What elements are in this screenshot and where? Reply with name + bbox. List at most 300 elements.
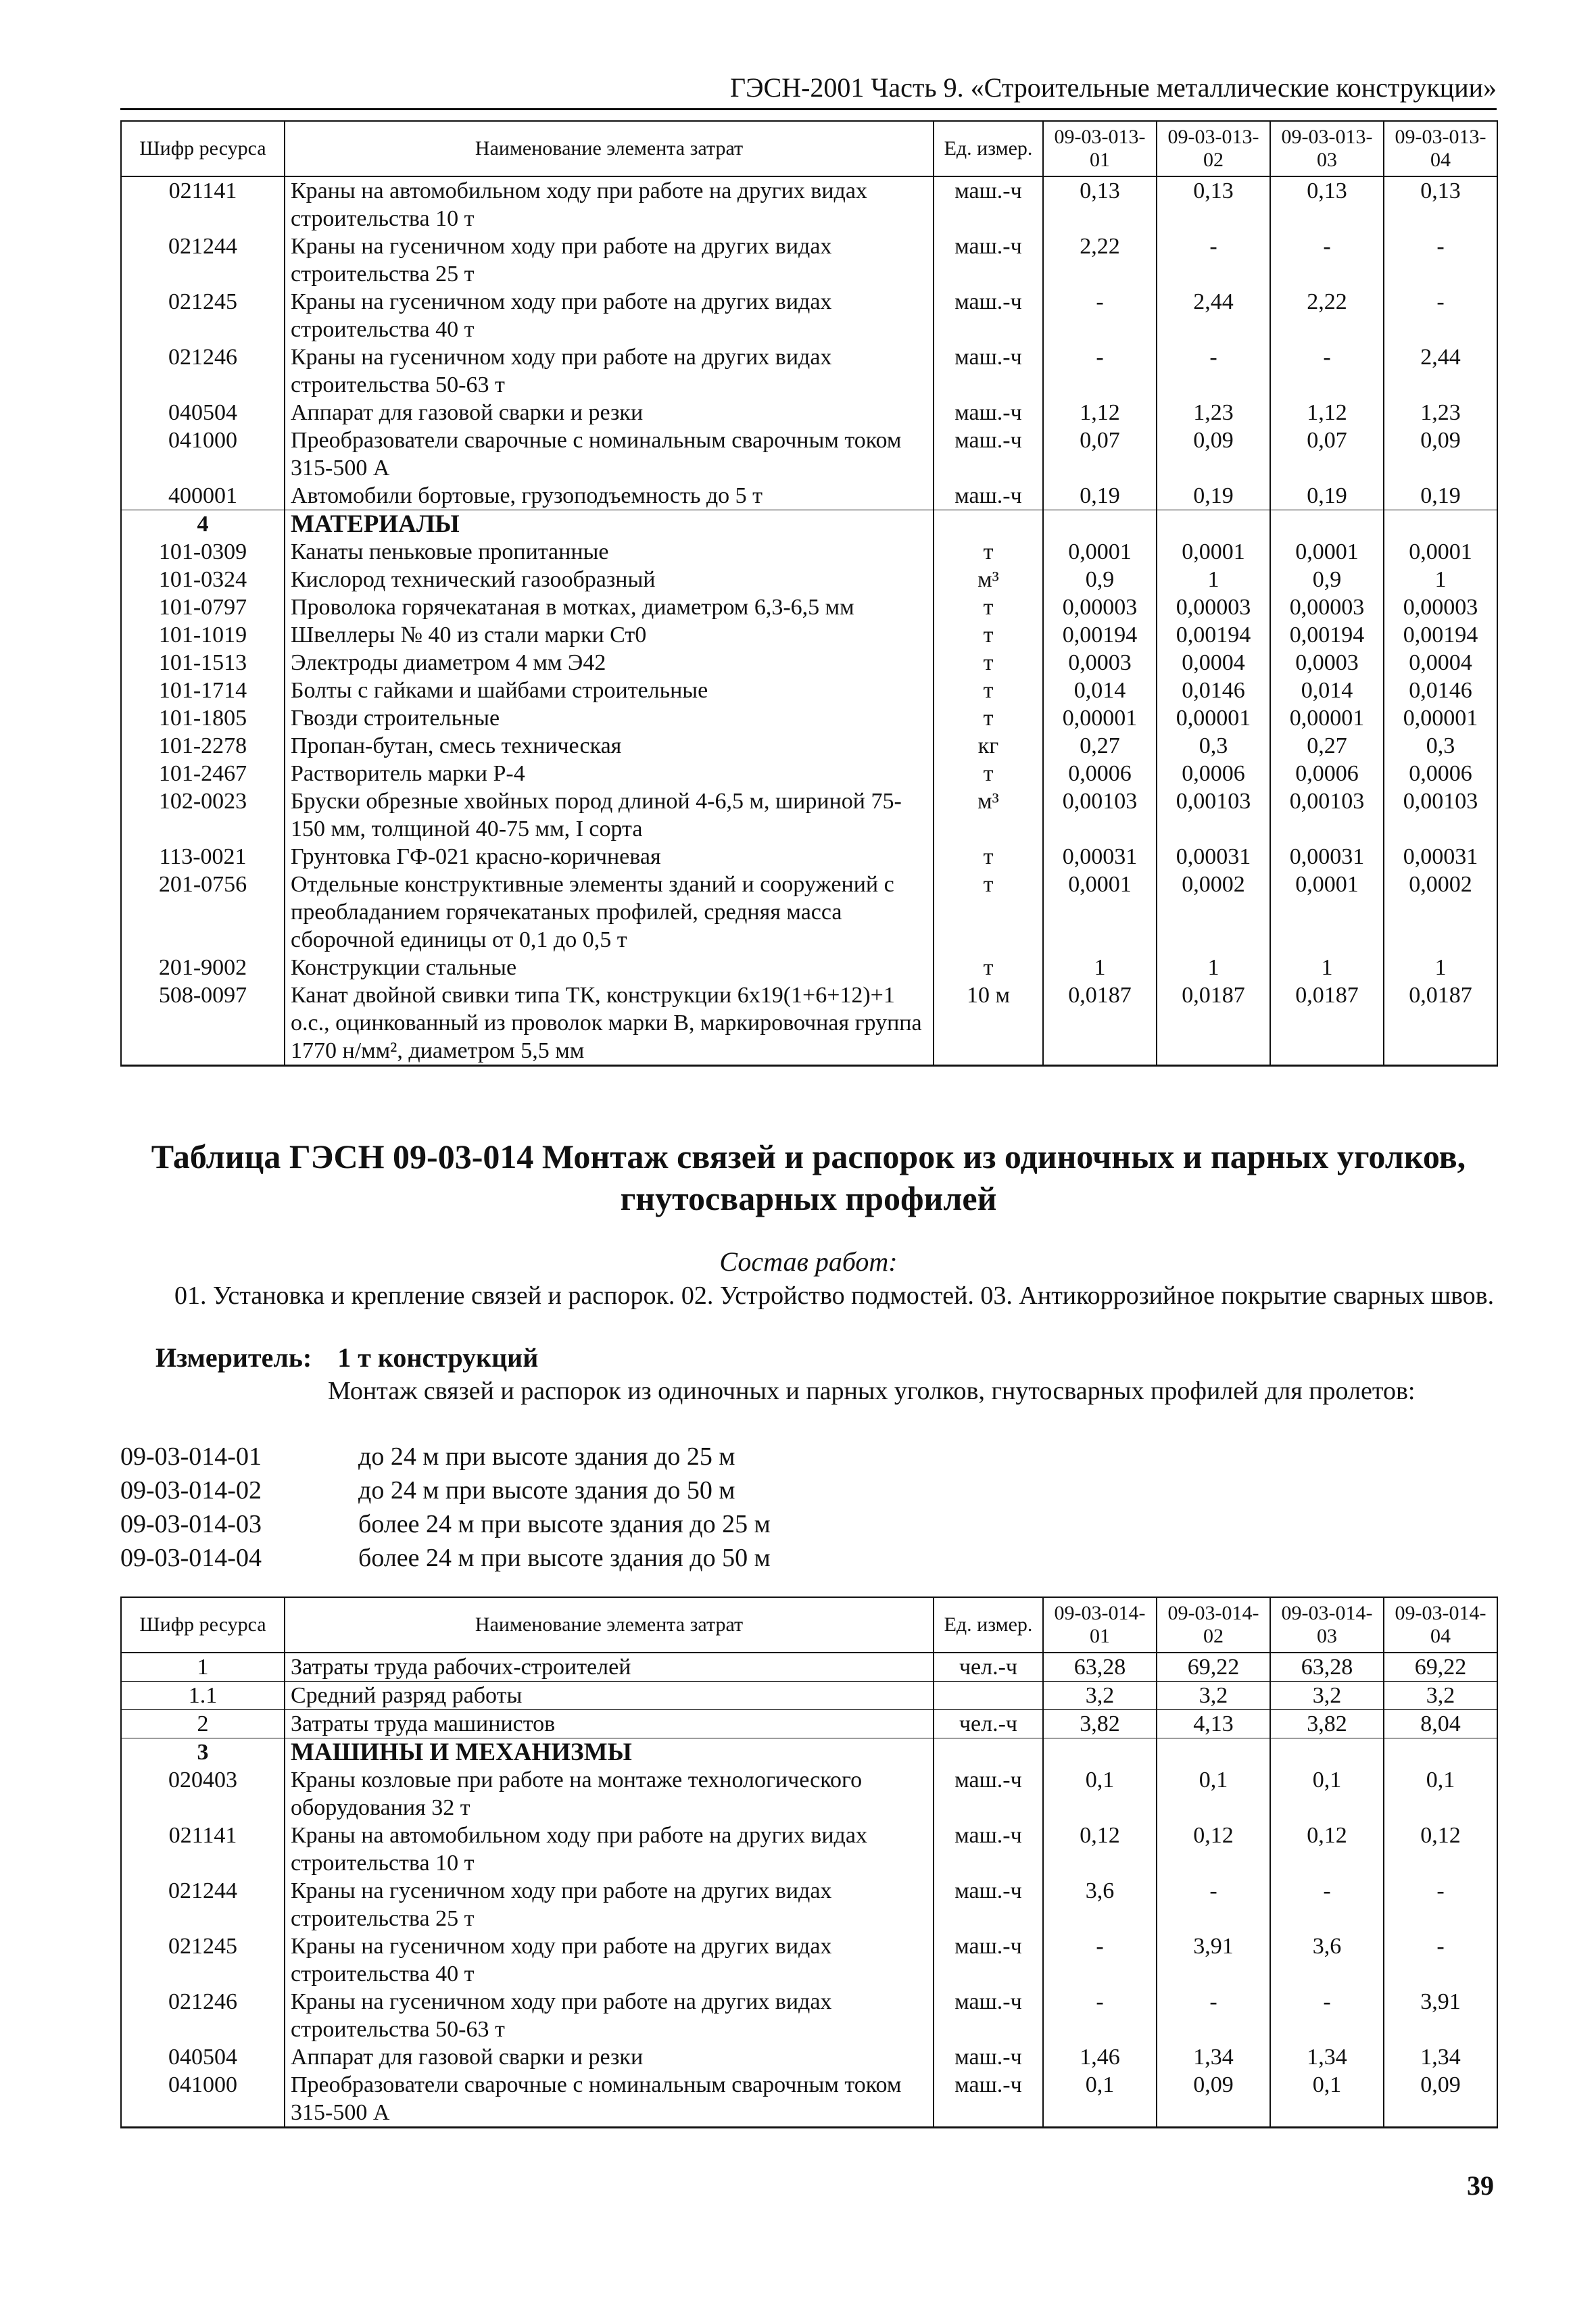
value-cell: 0,014 — [1270, 677, 1384, 704]
value-cell: 0,00194 — [1157, 621, 1270, 649]
value-cell: 4,13 — [1157, 1710, 1270, 1738]
value-cell: 3,2 — [1384, 1682, 1497, 1710]
col-header-variant-2: 09-03-013-02 — [1157, 121, 1270, 176]
value-cell: 0,1 — [1043, 2071, 1157, 2128]
value-cell: 63,28 — [1043, 1653, 1157, 1682]
resource-name: Краны на автомобильном ходу при работе на других видах строительства 10 т — [285, 176, 934, 233]
variant-text: более 24 м при высоте здания до 25 м — [358, 1510, 771, 1538]
resource-name: МАШИНЫ И МЕХАНИЗМЫ — [285, 1738, 934, 1767]
variant-text: до 24 м при высоте здания до 25 м — [358, 1442, 735, 1471]
value-cell: 0,13 — [1384, 176, 1497, 233]
resource-name: Швеллеры № 40 из стали марки Ст0 — [285, 621, 934, 649]
value-cell — [1043, 510, 1157, 539]
unit-cell: чел.-ч — [934, 1653, 1043, 1682]
value-cell: 0,00001 — [1384, 704, 1497, 732]
value-cell: - — [1043, 288, 1157, 343]
resource-code: 021141 — [121, 1822, 285, 1877]
resource-name: Канаты пеньковые пропитанные — [285, 538, 934, 566]
resource-name: Электроды диаметром 4 мм Э42 — [285, 649, 934, 677]
value-cell: 0,0002 — [1157, 871, 1270, 954]
value-cell: 0,014 — [1043, 677, 1157, 704]
resource-name: Краны на гусеничном ходу при работе на других видах строительства 40 т — [285, 1932, 934, 1988]
table-header-row — [121, 121, 1497, 176]
table-row — [121, 760, 1497, 787]
value-cell: 3,2 — [1270, 1682, 1384, 1710]
value-cell — [1270, 510, 1384, 539]
table-row — [121, 981, 1497, 1066]
value-cell: 1 — [1157, 954, 1270, 981]
table-row — [121, 427, 1497, 482]
table-header-row — [121, 1597, 1497, 1653]
unit-cell: маш.-ч — [934, 427, 1043, 482]
value-cell: 0,1 — [1157, 1766, 1270, 1822]
value-cell: 0,3 — [1384, 732, 1497, 760]
unit-cell: маш.-ч — [934, 482, 1043, 510]
resource-code: 041000 — [121, 427, 285, 482]
resource-code: 201-0756 — [121, 871, 285, 954]
value-cell: 0,0006 — [1384, 760, 1497, 787]
unit-cell: маш.-ч — [934, 233, 1043, 288]
table-row — [121, 593, 1497, 621]
value-cell: - — [1157, 233, 1270, 288]
table-row — [121, 954, 1497, 981]
resource-table-013 — [120, 120, 1498, 1067]
value-cell: 0,12 — [1043, 1822, 1157, 1877]
value-cell: 0,00194 — [1270, 621, 1384, 649]
resource-name: Кислород технический газообразный — [285, 566, 934, 593]
resource-code: 400001 — [121, 482, 285, 510]
resource-table-014 — [120, 1597, 1498, 2128]
page-number: 39 — [1467, 2170, 1494, 2201]
value-cell: 0,00031 — [1384, 843, 1497, 871]
table-row — [121, 1710, 1497, 1738]
value-cell: 0,19 — [1270, 482, 1384, 510]
value-cell: 0,0003 — [1043, 649, 1157, 677]
variant-item — [120, 1541, 771, 1575]
value-cell: 0,00003 — [1270, 593, 1384, 621]
col-header-variant-1: 09-03-014-01 — [1043, 1597, 1157, 1653]
resource-code: 021245 — [121, 288, 285, 343]
value-cell: 3,91 — [1384, 1988, 1497, 2043]
unit-cell: маш.-ч — [934, 1822, 1043, 1877]
resource-name: Конструкции стальные — [285, 954, 934, 981]
value-cell: 1 — [1384, 566, 1497, 593]
variant-text: более 24 м при высоте здания до 50 м — [358, 1544, 771, 1572]
table-body — [121, 176, 1497, 1066]
value-cell: 0,0004 — [1384, 649, 1497, 677]
resource-name: Затраты труда машинистов — [285, 1710, 934, 1738]
col-header-variant-2: 09-03-014-02 — [1157, 1597, 1270, 1653]
value-cell: 8,04 — [1384, 1710, 1497, 1738]
value-cell: 0,07 — [1270, 427, 1384, 482]
unit-cell: маш.-ч — [934, 1766, 1043, 1822]
col-header-variant-4: 09-03-013-04 — [1384, 121, 1497, 176]
col-header-variant-3: 09-03-013-03 — [1270, 121, 1384, 176]
value-cell: 0,00001 — [1043, 704, 1157, 732]
value-cell: - — [1270, 1877, 1384, 1932]
variant-code: 09-03-014-03 — [120, 1510, 262, 1538]
table-row — [121, 732, 1497, 760]
table-row — [121, 2071, 1497, 2128]
resource-name: Автомобили бортовые, грузоподъемность до 5 т — [285, 482, 934, 510]
value-cell: 0,12 — [1384, 1822, 1497, 1877]
resource-name: Болты с гайками и шайбами строительные — [285, 677, 934, 704]
variant-code: 09-03-014-04 — [120, 1544, 262, 1572]
resource-name: Затраты труда рабочих-строителей — [285, 1653, 934, 1682]
resource-name: Средний разряд работы — [285, 1682, 934, 1710]
resource-name: Гвозди строительные — [285, 704, 934, 732]
value-cell: 3,6 — [1270, 1932, 1384, 1988]
value-cell: 0,00003 — [1157, 593, 1270, 621]
value-cell: 3,82 — [1043, 1710, 1157, 1738]
value-cell: 1,23 — [1384, 399, 1497, 427]
value-cell: 0,1 — [1384, 1766, 1497, 1822]
table-row — [121, 843, 1497, 871]
value-cell: 0,0001 — [1043, 871, 1157, 954]
resource-code: 040504 — [121, 2043, 285, 2071]
table-row — [121, 871, 1497, 954]
value-cell: 1,34 — [1157, 2043, 1270, 2071]
unit-cell: маш.-ч — [934, 2043, 1043, 2071]
value-cell: 0,00103 — [1043, 787, 1157, 843]
value-cell: 1 — [1270, 954, 1384, 981]
value-cell: 0,0006 — [1157, 760, 1270, 787]
table-row — [121, 1932, 1497, 1988]
value-cell: 0,09 — [1384, 427, 1497, 482]
resource-code: 101-2467 — [121, 760, 285, 787]
value-cell: 0,13 — [1043, 176, 1157, 233]
resource-code: 021246 — [121, 343, 285, 399]
table-row — [121, 538, 1497, 566]
value-cell — [1043, 1738, 1157, 1767]
value-cell: - — [1157, 1988, 1270, 2043]
value-cell: 3,2 — [1157, 1682, 1270, 1710]
table-row — [121, 399, 1497, 427]
value-cell: 0,0004 — [1157, 649, 1270, 677]
value-cell: 0,00103 — [1270, 787, 1384, 843]
resource-code: 2 — [121, 1710, 285, 1738]
table-row — [121, 1822, 1497, 1877]
resource-code: 021246 — [121, 1988, 285, 2043]
col-header-variant-4: 09-03-014-04 — [1384, 1597, 1497, 1653]
unit-cell: т — [934, 621, 1043, 649]
resource-name: Краны на гусеничном ходу при работе на других видах строительства 50-63 т — [285, 1988, 934, 2043]
variant-item — [120, 1507, 771, 1541]
value-cell: 0,0002 — [1384, 871, 1497, 954]
value-cell: 2,44 — [1157, 288, 1270, 343]
value-cell: 1,12 — [1043, 399, 1157, 427]
unit-cell: маш.-ч — [934, 399, 1043, 427]
value-cell: 0,27 — [1043, 732, 1157, 760]
col-header-code: Шифр ресурса — [121, 121, 285, 176]
resource-code: 101-0309 — [121, 538, 285, 566]
value-cell: 0,1 — [1270, 2071, 1384, 2128]
table-row — [121, 482, 1497, 510]
unit-cell: т — [934, 843, 1043, 871]
resource-code: 113-0021 — [121, 843, 285, 871]
value-cell: 0,0001 — [1270, 871, 1384, 954]
col-header-code: Шифр ресурса — [121, 1597, 285, 1653]
col-header-name: Наименование элемента затрат — [285, 121, 934, 176]
value-cell: - — [1384, 288, 1497, 343]
value-cell: 0,0003 — [1270, 649, 1384, 677]
value-cell: - — [1043, 343, 1157, 399]
value-cell: 0,00103 — [1157, 787, 1270, 843]
value-cell: 0,0006 — [1270, 760, 1384, 787]
resource-code: 101-0797 — [121, 593, 285, 621]
resource-code: 101-1019 — [121, 621, 285, 649]
value-cell: 0,00031 — [1157, 843, 1270, 871]
value-cell: 0,00031 — [1043, 843, 1157, 871]
resource-name: МАТЕРИАЛЫ — [285, 510, 934, 539]
value-cell: 0,0187 — [1384, 981, 1497, 1066]
resource-name: Преобразователи сварочные с номинальным сварочным током 315-500 А — [285, 427, 934, 482]
value-cell: 2,22 — [1043, 233, 1157, 288]
work-composition — [120, 1247, 1497, 1311]
table-row — [121, 566, 1497, 593]
value-cell: 1,34 — [1384, 2043, 1497, 2071]
resource-name: Отдельные конструктивные элементы зданий и сооружений с преобладанием горячекатаных профилей, средняя масса сборочной единицы от 0,1 до 0,5 т — [285, 871, 934, 954]
value-cell: 0,00001 — [1270, 704, 1384, 732]
unit-cell: маш.-ч — [934, 2071, 1043, 2128]
value-cell: 0,13 — [1270, 176, 1384, 233]
resource-name: Грунтовка ГФ-021 красно-коричневая — [285, 843, 934, 871]
variant-text: до 24 м при высоте здания до 50 м — [358, 1476, 735, 1505]
value-cell: 0,9 — [1043, 566, 1157, 593]
table-row — [121, 704, 1497, 732]
value-cell — [1270, 1738, 1384, 1767]
unit-cell — [934, 510, 1043, 539]
unit-cell: 10 м — [934, 981, 1043, 1066]
section-row — [121, 510, 1497, 539]
value-cell: - — [1157, 343, 1270, 399]
value-cell — [1384, 510, 1497, 539]
value-cell: 0,00003 — [1043, 593, 1157, 621]
table-row — [121, 621, 1497, 649]
resource-name: Аппарат для газовой сварки и резки — [285, 2043, 934, 2071]
value-cell: 0,0001 — [1384, 538, 1497, 566]
resource-code: 102-0023 — [121, 787, 285, 843]
value-cell: 0,3 — [1157, 732, 1270, 760]
resource-code: 4 — [121, 510, 285, 539]
resource-code: 040504 — [121, 399, 285, 427]
resource-name: Канат двойной свивки типа ТК, конструкции 6х19(1+6+12)+1 о.с., оцинкованный из проволок марки В, маркировочная группа 1770 н/мм², диаметром 5,5 мм — [285, 981, 934, 1066]
resource-code: 1.1 — [121, 1682, 285, 1710]
resource-code: 021245 — [121, 1932, 285, 1988]
resource-code: 201-9002 — [121, 954, 285, 981]
resource-name: Преобразователи сварочные с номинальным сварочным током 315-500 А — [285, 2071, 934, 2128]
resource-code: 020403 — [121, 1766, 285, 1822]
unit-cell — [934, 1738, 1043, 1767]
value-cell: 0,0006 — [1043, 760, 1157, 787]
table-row — [121, 677, 1497, 704]
value-cell: 0,12 — [1157, 1822, 1270, 1877]
value-cell — [1157, 510, 1270, 539]
value-cell: 0,00003 — [1384, 593, 1497, 621]
resource-name: Краны на гусеничном ходу при работе на других видах строительства 50-63 т — [285, 343, 934, 399]
variant-description: Монтаж связей и распорок из одиночных и парных уголков, гнутосварных профилей для пролетов: — [328, 1377, 1416, 1405]
resource-code: 021141 — [121, 176, 285, 233]
value-cell: 1 — [1384, 954, 1497, 981]
value-cell: 3,6 — [1043, 1877, 1157, 1932]
resource-code: 101-1714 — [121, 677, 285, 704]
resource-name: Пропан-бутан, смесь техническая — [285, 732, 934, 760]
resource-code: 021244 — [121, 1877, 285, 1932]
section-row — [121, 1738, 1497, 1767]
value-cell: 2,22 — [1270, 288, 1384, 343]
resource-name: Краны на гусеничном ходу при работе на других видах строительства 25 т — [285, 1877, 934, 1932]
resource-name: Краны на гусеничном ходу при работе на других видах строительства 25 т — [285, 233, 934, 288]
table-row — [121, 787, 1497, 843]
table-row — [121, 343, 1497, 399]
value-cell: 0,27 — [1270, 732, 1384, 760]
unit-cell: т — [934, 954, 1043, 981]
value-cell: 0,0001 — [1043, 538, 1157, 566]
resource-name: Бруски обрезные хвойных пород длиной 4-6,5 м, шириной 75-150 мм, толщиной 40-75 мм, I сорта — [285, 787, 934, 843]
col-header-name: Наименование элемента затрат — [285, 1597, 934, 1653]
value-cell: - — [1384, 1932, 1497, 1988]
resource-code: 021244 — [121, 233, 285, 288]
value-cell: 0,1 — [1270, 1766, 1384, 1822]
running-header: ГЭСН-2001 Часть 9. «Строительные металлические конструкции» — [120, 68, 1497, 110]
value-cell: 0,00103 — [1384, 787, 1497, 843]
value-cell: 0,12 — [1270, 1822, 1384, 1877]
value-cell: 0,19 — [1384, 482, 1497, 510]
table-row — [121, 233, 1497, 288]
resource-code: 508-0097 — [121, 981, 285, 1066]
value-cell: 0,00001 — [1157, 704, 1270, 732]
value-cell: 3,91 — [1157, 1932, 1270, 1988]
resource-name: Растворитель марки Р-4 — [285, 760, 934, 787]
value-cell: 1,23 — [1157, 399, 1270, 427]
resource-name: Проволока горячекатаная в мотках, диаметром 6,3-6,5 мм — [285, 593, 934, 621]
value-cell: 1 — [1157, 566, 1270, 593]
value-cell: 1,46 — [1043, 2043, 1157, 2071]
table-title: Таблица ГЭСН 09-03-014 Монтаж связей и распорок из одиночных и парных уголков, гнутосварных профилей — [151, 1138, 1466, 1217]
unit-cell: м³ — [934, 787, 1043, 843]
composition-text: 01. Установка и крепление связей и распорок. 02. Устройство подмостей. 03. Антикоррозийное покрытие сварных швов. — [174, 1282, 1495, 1310]
unit-cell: т — [934, 760, 1043, 787]
value-cell: 63,28 — [1270, 1653, 1384, 1682]
value-cell: 2,44 — [1384, 343, 1497, 399]
value-cell: 0,00194 — [1043, 621, 1157, 649]
resource-code: 101-2278 — [121, 732, 285, 760]
unit-cell: м³ — [934, 566, 1043, 593]
value-cell: 3,82 — [1270, 1710, 1384, 1738]
value-cell: - — [1384, 1877, 1497, 1932]
unit-cell: т — [934, 649, 1043, 677]
resource-name: Аппарат для газовой сварки и резки — [285, 399, 934, 427]
value-cell: 1,34 — [1270, 2043, 1384, 2071]
unit-cell: маш.-ч — [934, 1932, 1043, 1988]
value-cell: - — [1157, 1877, 1270, 1932]
col-header-unit: Ед. измер. — [934, 121, 1043, 176]
value-cell: - — [1270, 233, 1384, 288]
variant-item — [120, 1473, 771, 1507]
resource-code: 3 — [121, 1738, 285, 1767]
meter-label: Измеритель: — [155, 1342, 312, 1373]
table-row — [121, 176, 1497, 233]
unit-cell: маш.-ч — [934, 288, 1043, 343]
value-cell: 0,0187 — [1157, 981, 1270, 1066]
unit-cell: т — [934, 538, 1043, 566]
value-cell: - — [1043, 1932, 1157, 1988]
value-cell: 0,09 — [1157, 2071, 1270, 2128]
value-cell — [1384, 1738, 1497, 1767]
value-cell: 69,22 — [1384, 1653, 1497, 1682]
resource-code: 101-1513 — [121, 649, 285, 677]
table-row — [121, 649, 1497, 677]
resource-code: 041000 — [121, 2071, 285, 2128]
unit-cell: т — [934, 677, 1043, 704]
value-cell — [1157, 1738, 1270, 1767]
resource-name: Краны на автомобильном ходу при работе на других видах строительства 10 т — [285, 1822, 934, 1877]
value-cell: 69,22 — [1157, 1653, 1270, 1682]
value-cell: 0,09 — [1384, 2071, 1497, 2128]
unit-cell: маш.-ч — [934, 176, 1043, 233]
value-cell: 0,0146 — [1157, 677, 1270, 704]
value-cell: - — [1043, 1988, 1157, 2043]
unit-cell: кг — [934, 732, 1043, 760]
resource-code: 1 — [121, 1653, 285, 1682]
unit-cell: маш.-ч — [934, 1988, 1043, 2043]
unit-cell: т — [934, 704, 1043, 732]
value-cell: 1 — [1043, 954, 1157, 981]
col-header-variant-3: 09-03-014-03 — [1270, 1597, 1384, 1653]
value-cell: 0,9 — [1270, 566, 1384, 593]
col-header-variant-1: 09-03-013-01 — [1043, 121, 1157, 176]
meter-value: 1 т конструкций — [337, 1342, 539, 1373]
resource-name: Краны козловые при работе на монтаже технологического оборудования 32 т — [285, 1766, 934, 1822]
value-cell: - — [1270, 1988, 1384, 2043]
resource-name: Краны на гусеничном ходу при работе на других видах строительства 40 т — [285, 288, 934, 343]
table-row — [121, 1653, 1497, 1682]
value-cell: 0,07 — [1043, 427, 1157, 482]
variant-code: 09-03-014-02 — [120, 1476, 262, 1505]
unit-cell: маш.-ч — [934, 343, 1043, 399]
col-header-unit: Ед. измер. — [934, 1597, 1043, 1653]
meter — [155, 1342, 538, 1374]
unit-cell: маш.-ч — [934, 1877, 1043, 1932]
value-cell: 0,0187 — [1270, 981, 1384, 1066]
value-cell: 0,19 — [1043, 482, 1157, 510]
value-cell: 0,00031 — [1270, 843, 1384, 871]
value-cell: - — [1270, 343, 1384, 399]
value-cell: 0,09 — [1157, 427, 1270, 482]
value-cell: 0,0001 — [1157, 538, 1270, 566]
value-cell: 0,1 — [1043, 1766, 1157, 1822]
unit-cell: т — [934, 593, 1043, 621]
table-row — [121, 1988, 1497, 2043]
resource-code: 101-1805 — [121, 704, 285, 732]
value-cell: 0,00194 — [1384, 621, 1497, 649]
value-cell: 3,2 — [1043, 1682, 1157, 1710]
value-cell: 0,19 — [1157, 482, 1270, 510]
value-cell: 0,0001 — [1270, 538, 1384, 566]
variant-list — [120, 1440, 771, 1575]
unit-cell — [934, 1682, 1043, 1710]
table-row — [121, 1766, 1497, 1822]
value-cell: 1,12 — [1270, 399, 1384, 427]
table-row — [121, 1877, 1497, 1932]
unit-cell: т — [934, 871, 1043, 954]
value-cell: 0,13 — [1157, 176, 1270, 233]
unit-cell: чел.-ч — [934, 1710, 1043, 1738]
value-cell: - — [1384, 233, 1497, 288]
value-cell: 0,0187 — [1043, 981, 1157, 1066]
resource-code: 101-0324 — [121, 566, 285, 593]
variant-item — [120, 1440, 771, 1473]
